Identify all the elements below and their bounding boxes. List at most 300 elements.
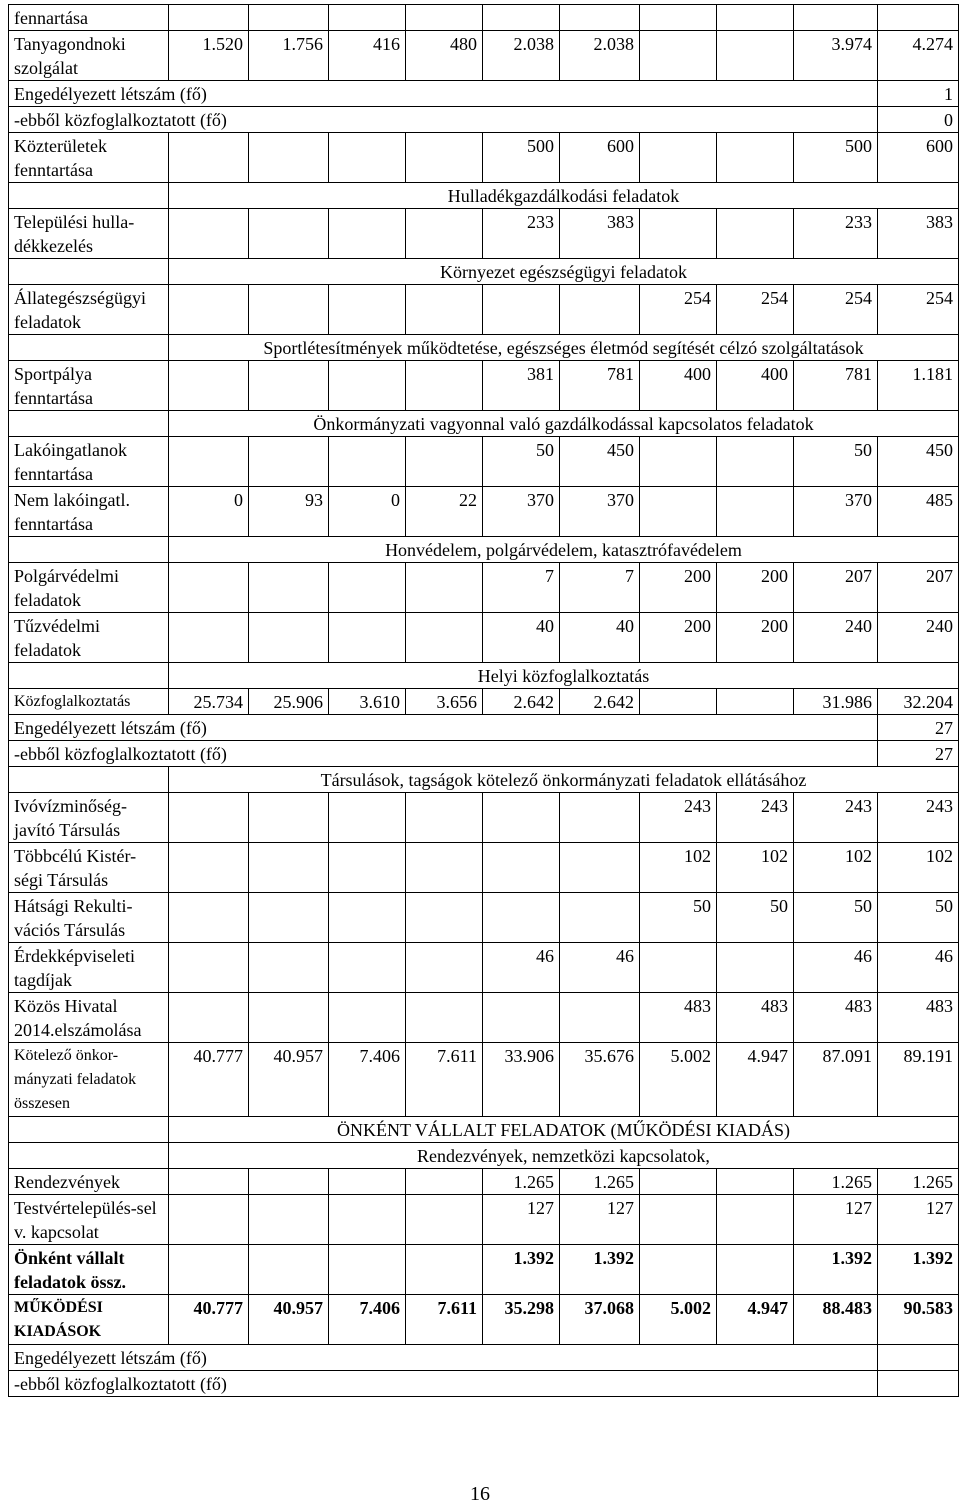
section-heading: Helyi közfoglalkoztatás: [169, 663, 959, 689]
value-cell: [878, 1371, 959, 1397]
value-cell: 50: [878, 893, 959, 943]
budget-table: [8, 4, 959, 1397]
value-cell: [329, 209, 406, 259]
value-cell: [169, 893, 249, 943]
value-cell: [640, 133, 717, 183]
row-label: Önként vállalt feladatok össz.: [9, 1245, 169, 1295]
value-cell: [249, 285, 329, 335]
value-cell: 1.265: [483, 1169, 560, 1195]
value-cell: [329, 285, 406, 335]
value-cell: 102: [717, 843, 794, 893]
table-row: [9, 285, 959, 335]
value-cell: [329, 563, 406, 613]
value-cell: 7: [560, 563, 640, 613]
value-cell: [249, 437, 329, 487]
value-cell: [169, 563, 249, 613]
value-cell: [406, 843, 483, 893]
value-cell: 483: [640, 993, 717, 1043]
value-cell: [717, 689, 794, 715]
value-cell: 90.583: [878, 1295, 959, 1345]
value-cell: 483: [878, 993, 959, 1043]
value-cell: 37.068: [560, 1295, 640, 1345]
section-label-cell: [9, 767, 169, 793]
table-row: [9, 1043, 959, 1117]
value-cell: 243: [878, 793, 959, 843]
value-cell: [406, 563, 483, 613]
value-cell: 40.957: [249, 1043, 329, 1117]
section-label-cell: [9, 183, 169, 209]
value-cell: 102: [878, 843, 959, 893]
table-row: [9, 259, 959, 285]
value-cell: [640, 5, 717, 31]
row-label: Hátsági Rekulti-vációs Társulás: [9, 893, 169, 943]
value-cell: 485: [878, 487, 959, 537]
value-cell: [406, 943, 483, 993]
value-cell: [640, 943, 717, 993]
value-cell: [878, 1345, 959, 1371]
value-cell: 40.957: [249, 1295, 329, 1345]
value-cell: [483, 893, 560, 943]
value-cell: 370: [483, 487, 560, 537]
value-cell: 1.756: [249, 31, 329, 81]
value-cell: [560, 5, 640, 31]
table-row: [9, 209, 959, 259]
row-label: Rendezvények: [9, 1169, 169, 1195]
value-cell: [249, 1169, 329, 1195]
value-cell: [249, 361, 329, 411]
value-cell: [406, 1169, 483, 1195]
table-row: [9, 5, 959, 31]
value-cell: 7.406: [329, 1295, 406, 1345]
page-number: 16: [470, 1483, 490, 1505]
value-cell: 40: [483, 613, 560, 663]
value-cell: 450: [560, 437, 640, 487]
value-cell: [406, 437, 483, 487]
value-cell: 450: [878, 437, 959, 487]
row-label: Ivóvízminőség-javító Társulás: [9, 793, 169, 843]
value-cell: 254: [640, 285, 717, 335]
value-cell: [329, 5, 406, 31]
value-cell: 500: [483, 133, 560, 183]
value-cell: 240: [794, 613, 878, 663]
table-row: [9, 741, 959, 767]
value-cell: [329, 843, 406, 893]
value-cell: 3.974: [794, 31, 878, 81]
value-cell: [169, 613, 249, 663]
value-cell: [169, 793, 249, 843]
table-row: [9, 183, 959, 209]
value-cell: 7: [483, 563, 560, 613]
value-cell: 383: [878, 209, 959, 259]
value-cell: 400: [717, 361, 794, 411]
value-cell: [483, 843, 560, 893]
value-cell: 88.483: [794, 1295, 878, 1345]
value-cell: 480: [406, 31, 483, 81]
value-cell: [169, 437, 249, 487]
row-label: Engedélyezett létszám (fő): [9, 715, 878, 741]
section-heading: Környezet egészségügyi feladatok: [169, 259, 959, 285]
value-cell: [717, 943, 794, 993]
table-row: [9, 1169, 959, 1195]
value-cell: 46: [483, 943, 560, 993]
value-cell: [169, 1169, 249, 1195]
value-cell: 243: [717, 793, 794, 843]
value-cell: [169, 5, 249, 31]
table-row: [9, 1345, 959, 1371]
table-row: [9, 793, 959, 843]
value-cell: 35.676: [560, 1043, 640, 1117]
row-label: MŰKÖDÉSI KIADÁSOK: [9, 1295, 169, 1345]
value-cell: [329, 893, 406, 943]
value-cell: 254: [717, 285, 794, 335]
value-cell: [169, 133, 249, 183]
section-heading: ÖNKÉNT VÁLLALT FELADATOK (MŰKÖDÉSI KIADÁS): [169, 1117, 959, 1143]
value-cell: [406, 361, 483, 411]
row-label: -ebből közfoglalkoztatott (fő): [9, 1371, 878, 1397]
value-cell: 46: [560, 943, 640, 993]
value-cell: 207: [794, 563, 878, 613]
value-cell: [640, 209, 717, 259]
value-cell: 4.274: [878, 31, 959, 81]
row-label: Kötelező önkor-mányzati feladatok összesen: [9, 1043, 169, 1117]
value-cell: 370: [794, 487, 878, 537]
value-cell: 381: [483, 361, 560, 411]
value-cell: 400: [640, 361, 717, 411]
value-cell: [640, 487, 717, 537]
table-row: [9, 1143, 959, 1169]
value-cell: [329, 993, 406, 1043]
value-cell: [717, 1195, 794, 1245]
value-cell: [249, 1195, 329, 1245]
value-cell: 32.204: [878, 689, 959, 715]
section-label-cell: [9, 335, 169, 361]
value-cell: 5.002: [640, 1295, 717, 1345]
value-cell: 243: [794, 793, 878, 843]
value-cell: [406, 1195, 483, 1245]
value-cell: [329, 1195, 406, 1245]
value-cell: 1.392: [794, 1245, 878, 1295]
value-cell: [717, 5, 794, 31]
value-cell: [406, 209, 483, 259]
value-cell: [483, 993, 560, 1043]
row-label: Lakóingatlanok fenntartása: [9, 437, 169, 487]
value-cell: [406, 893, 483, 943]
value-cell: 500: [794, 133, 878, 183]
row-label: Testvértelepülés-sel v. kapcsolat: [9, 1195, 169, 1245]
value-cell: 102: [640, 843, 717, 893]
value-cell: [717, 31, 794, 81]
table-row: [9, 843, 959, 893]
row-label: Sportpálya fenntartása: [9, 361, 169, 411]
row-label: Engedélyezett létszám (fő): [9, 81, 878, 107]
section-heading: Honvédelem, polgárvédelem, katasztrófavédelem: [169, 537, 959, 563]
table-row: [9, 81, 959, 107]
value-cell: [483, 5, 560, 31]
row-label: Engedélyezett létszám (fő): [9, 1345, 878, 1371]
value-cell: 50: [794, 893, 878, 943]
row-label: Polgárvédelmi feladatok: [9, 563, 169, 613]
value-cell: 7.611: [406, 1295, 483, 1345]
table-row: [9, 715, 959, 741]
row-label: Érdekképviseleti tagdíjak: [9, 943, 169, 993]
section-heading: Sportlétesítmények működtetése, egészséges életmód segítését célzó szolgáltatások: [169, 335, 959, 361]
section-heading: Társulások, tagságok kötelező önkormányzati feladatok ellátásához: [169, 767, 959, 793]
value-cell: 200: [640, 613, 717, 663]
value-cell: 31.986: [794, 689, 878, 715]
value-cell: 25.906: [249, 689, 329, 715]
value-cell: [169, 361, 249, 411]
table-row: [9, 31, 959, 81]
table-row: [9, 133, 959, 183]
table-row: [9, 1245, 959, 1295]
value-cell: 27: [878, 741, 959, 767]
section-label-cell: [9, 1117, 169, 1143]
value-cell: [717, 1169, 794, 1195]
value-cell: 22: [406, 487, 483, 537]
value-cell: 200: [717, 563, 794, 613]
value-cell: 2.642: [560, 689, 640, 715]
value-cell: 1.181: [878, 361, 959, 411]
value-cell: 200: [640, 563, 717, 613]
section-label-cell: [9, 411, 169, 437]
value-cell: [249, 209, 329, 259]
value-cell: 1.265: [794, 1169, 878, 1195]
value-cell: [169, 1245, 249, 1295]
value-cell: 1.265: [878, 1169, 959, 1195]
value-cell: 27: [878, 715, 959, 741]
value-cell: [878, 5, 959, 31]
value-cell: 243: [640, 793, 717, 843]
section-heading: Hulladékgazdálkodási feladatok: [169, 183, 959, 209]
value-cell: [640, 437, 717, 487]
table-row: [9, 361, 959, 411]
value-cell: [794, 5, 878, 31]
value-cell: [329, 1169, 406, 1195]
row-label: Közfoglalkoztatás: [9, 689, 169, 715]
value-cell: 1.392: [878, 1245, 959, 1295]
value-cell: 254: [794, 285, 878, 335]
table-row: [9, 487, 959, 537]
row-label: Állategészségügyi feladatok: [9, 285, 169, 335]
value-cell: 127: [794, 1195, 878, 1245]
value-cell: [560, 793, 640, 843]
value-cell: 40.777: [169, 1043, 249, 1117]
table-row: [9, 411, 959, 437]
value-cell: 254: [878, 285, 959, 335]
value-cell: [249, 843, 329, 893]
value-cell: 89.191: [878, 1043, 959, 1117]
value-cell: [329, 1245, 406, 1295]
value-cell: 25.734: [169, 689, 249, 715]
value-cell: 781: [560, 361, 640, 411]
value-cell: 600: [560, 133, 640, 183]
value-cell: 7.611: [406, 1043, 483, 1117]
section-heading: Rendezvények, nemzetközi kapcsolatok,: [169, 1143, 959, 1169]
table-row: [9, 767, 959, 793]
value-cell: 1.392: [560, 1245, 640, 1295]
value-cell: [640, 1169, 717, 1195]
value-cell: 483: [717, 993, 794, 1043]
row-label: Közterületek fenntartása: [9, 133, 169, 183]
value-cell: [406, 5, 483, 31]
value-cell: [406, 613, 483, 663]
row-label: fennartása: [9, 5, 169, 31]
table-row: [9, 613, 959, 663]
value-cell: [406, 285, 483, 335]
value-cell: 4.947: [717, 1043, 794, 1117]
value-cell: 1.392: [483, 1245, 560, 1295]
table-row: [9, 335, 959, 361]
value-cell: 416: [329, 31, 406, 81]
value-cell: [640, 689, 717, 715]
value-cell: 7.406: [329, 1043, 406, 1117]
row-label: Települési hulla-dékkezelés: [9, 209, 169, 259]
row-label: -ebből közfoglalkoztatott (fő): [9, 741, 878, 767]
value-cell: 483: [794, 993, 878, 1043]
value-cell: [406, 993, 483, 1043]
value-cell: [717, 437, 794, 487]
value-cell: [406, 133, 483, 183]
section-label-cell: [9, 259, 169, 285]
value-cell: 50: [640, 893, 717, 943]
budget-table-body: [9, 5, 959, 1397]
value-cell: [249, 993, 329, 1043]
value-cell: 46: [878, 943, 959, 993]
value-cell: [640, 1195, 717, 1245]
value-cell: [329, 793, 406, 843]
value-cell: [406, 1245, 483, 1295]
value-cell: [249, 893, 329, 943]
value-cell: [329, 361, 406, 411]
row-label: Tanyagondnoki szolgálat: [9, 31, 169, 81]
value-cell: 4.947: [717, 1295, 794, 1345]
value-cell: [169, 285, 249, 335]
table-row: [9, 1295, 959, 1345]
row-label: Tűzvédelmi feladatok: [9, 613, 169, 663]
value-cell: [249, 133, 329, 183]
value-cell: 127: [878, 1195, 959, 1245]
value-cell: 50: [794, 437, 878, 487]
table-row: [9, 1371, 959, 1397]
value-cell: 35.298: [483, 1295, 560, 1345]
row-label: Többcélú Kistér-ségi Társulás: [9, 843, 169, 893]
value-cell: [560, 993, 640, 1043]
value-cell: [169, 1195, 249, 1245]
table-row: [9, 1117, 959, 1143]
value-cell: [329, 943, 406, 993]
section-label-cell: [9, 537, 169, 563]
table-row: [9, 437, 959, 487]
value-cell: [640, 1245, 717, 1295]
value-cell: 383: [560, 209, 640, 259]
value-cell: [249, 1245, 329, 1295]
value-cell: 127: [560, 1195, 640, 1245]
value-cell: 1.265: [560, 1169, 640, 1195]
value-cell: [560, 893, 640, 943]
value-cell: 93: [249, 487, 329, 537]
value-cell: 1.520: [169, 31, 249, 81]
row-label: Közös Hivatal 2014.elszámolása: [9, 993, 169, 1043]
value-cell: [249, 793, 329, 843]
value-cell: 2.038: [560, 31, 640, 81]
table-row: [9, 563, 959, 613]
table-row: [9, 993, 959, 1043]
value-cell: [717, 1245, 794, 1295]
value-cell: 781: [794, 361, 878, 411]
value-cell: 0: [329, 487, 406, 537]
table-row: [9, 107, 959, 133]
value-cell: 3.610: [329, 689, 406, 715]
value-cell: [717, 133, 794, 183]
value-cell: 5.002: [640, 1043, 717, 1117]
value-cell: 200: [717, 613, 794, 663]
value-cell: [329, 613, 406, 663]
section-heading: Önkormányzati vagyonnal való gazdálkodással kapcsolatos feladatok: [169, 411, 959, 437]
value-cell: [406, 793, 483, 843]
value-cell: [717, 209, 794, 259]
value-cell: 127: [483, 1195, 560, 1245]
value-cell: [640, 31, 717, 81]
section-label-cell: [9, 1143, 169, 1169]
value-cell: [483, 285, 560, 335]
value-cell: [249, 5, 329, 31]
value-cell: [560, 843, 640, 893]
table-row: [9, 689, 959, 715]
value-cell: 1: [878, 81, 959, 107]
value-cell: 240: [878, 613, 959, 663]
value-cell: [249, 563, 329, 613]
value-cell: 33.906: [483, 1043, 560, 1117]
value-cell: 102: [794, 843, 878, 893]
value-cell: 50: [717, 893, 794, 943]
value-cell: 600: [878, 133, 959, 183]
value-cell: [249, 943, 329, 993]
value-cell: [329, 437, 406, 487]
row-label: Nem lakóingatl. fenntartása: [9, 487, 169, 537]
value-cell: 0: [169, 487, 249, 537]
table-row: [9, 893, 959, 943]
table-row: [9, 537, 959, 563]
table-row: [9, 943, 959, 993]
value-cell: [249, 613, 329, 663]
value-cell: [169, 843, 249, 893]
value-cell: 2.038: [483, 31, 560, 81]
value-cell: 233: [483, 209, 560, 259]
table-row: [9, 663, 959, 689]
section-label-cell: [9, 663, 169, 689]
value-cell: [560, 285, 640, 335]
value-cell: 0: [878, 107, 959, 133]
value-cell: 2.642: [483, 689, 560, 715]
value-cell: [329, 133, 406, 183]
value-cell: 207: [878, 563, 959, 613]
value-cell: 3.656: [406, 689, 483, 715]
value-cell: [169, 993, 249, 1043]
value-cell: 87.091: [794, 1043, 878, 1117]
value-cell: 233: [794, 209, 878, 259]
value-cell: 40: [560, 613, 640, 663]
value-cell: 46: [794, 943, 878, 993]
value-cell: 40.777: [169, 1295, 249, 1345]
table-row: [9, 1195, 959, 1245]
value-cell: [169, 943, 249, 993]
value-cell: 50: [483, 437, 560, 487]
value-cell: [717, 487, 794, 537]
value-cell: [483, 793, 560, 843]
value-cell: [169, 209, 249, 259]
value-cell: 370: [560, 487, 640, 537]
row-label: -ebből közfoglalkoztatott (fő): [9, 107, 878, 133]
